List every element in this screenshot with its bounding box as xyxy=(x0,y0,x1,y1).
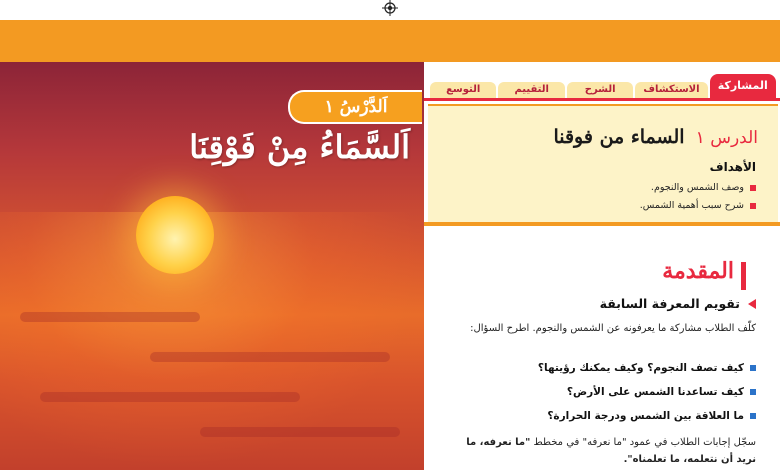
question-item xyxy=(547,410,756,422)
photo-page-title: اَلسَّمَاءُ مِنْ فَوْقِنَا xyxy=(189,128,410,166)
lesson-label: الدرس ١ xyxy=(695,128,758,148)
goal-text: شرح سبب أهمية الشمس. xyxy=(639,200,744,211)
intro-accent-bar xyxy=(741,262,746,290)
cloud-streak xyxy=(20,312,200,322)
intro-paragraph: كلّف الطلاب مشاركة ما يعرفونه عن الشمس والنجوم. اطرح السؤال: xyxy=(470,323,756,334)
question-text: ما العلاقة بين الشمس ودرجة الحرارة؟ xyxy=(547,410,744,422)
objectives-divider xyxy=(424,222,780,226)
tab-evaluate[interactable]: التقييم xyxy=(498,82,564,98)
tab-explore[interactable]: الاستكشاف xyxy=(635,82,707,98)
question-text: كيف تساعدنا الشمس على الأرض؟ xyxy=(566,386,744,398)
record-paragraph xyxy=(452,434,756,468)
crosshair-register-icon xyxy=(382,0,398,16)
bullet-square-icon xyxy=(750,413,756,419)
cloud-streak xyxy=(40,392,300,402)
question-text: كيف تصف النجوم؟ وكيف يمكنك رؤيتها؟ xyxy=(537,362,744,374)
cloud-streak xyxy=(150,352,390,362)
sunset-photo xyxy=(0,62,424,470)
tab-extend[interactable]: التوسع xyxy=(430,82,496,98)
bullet-square-icon xyxy=(750,203,756,209)
teacher-page xyxy=(424,62,780,470)
phase-tab-bar xyxy=(424,62,780,100)
bullet-square-icon xyxy=(750,185,756,191)
sun xyxy=(136,196,214,274)
lesson-title: السماء من فوقنا xyxy=(553,126,685,148)
tab-explain[interactable]: الشرح xyxy=(567,82,633,98)
top-orange-band xyxy=(0,20,780,62)
goal-text: وصف الشمس والنجوم. xyxy=(650,182,744,193)
assess-title: تقويم المعرفة السابقة xyxy=(599,296,740,311)
goals-title: الأهداف xyxy=(709,160,756,174)
lesson-heading xyxy=(553,126,758,148)
goal-item xyxy=(651,182,756,193)
goal-item xyxy=(640,200,756,211)
question-item xyxy=(567,386,756,398)
kwl-chart-name: "ما نعرفه، ما نريد أن نتعلمه، ما تعلمناه". xyxy=(466,437,756,465)
bullet-square-icon xyxy=(750,389,756,395)
bullet-square-icon xyxy=(750,365,756,371)
lesson-number-tab: اَلدَّرْسُ ١ xyxy=(288,90,422,124)
intro-title: المقدمة xyxy=(662,258,734,284)
record-text: سجّل إجابات الطلاب في عمود "ما نعرفه" في مخطط xyxy=(530,437,756,448)
triangle-pointer-icon xyxy=(748,299,756,309)
tab-engage[interactable]: المشاركة xyxy=(710,74,776,98)
assess-heading xyxy=(600,296,756,311)
tab-underline xyxy=(424,98,780,101)
question-item xyxy=(538,362,756,374)
cloud-streak xyxy=(200,427,400,437)
